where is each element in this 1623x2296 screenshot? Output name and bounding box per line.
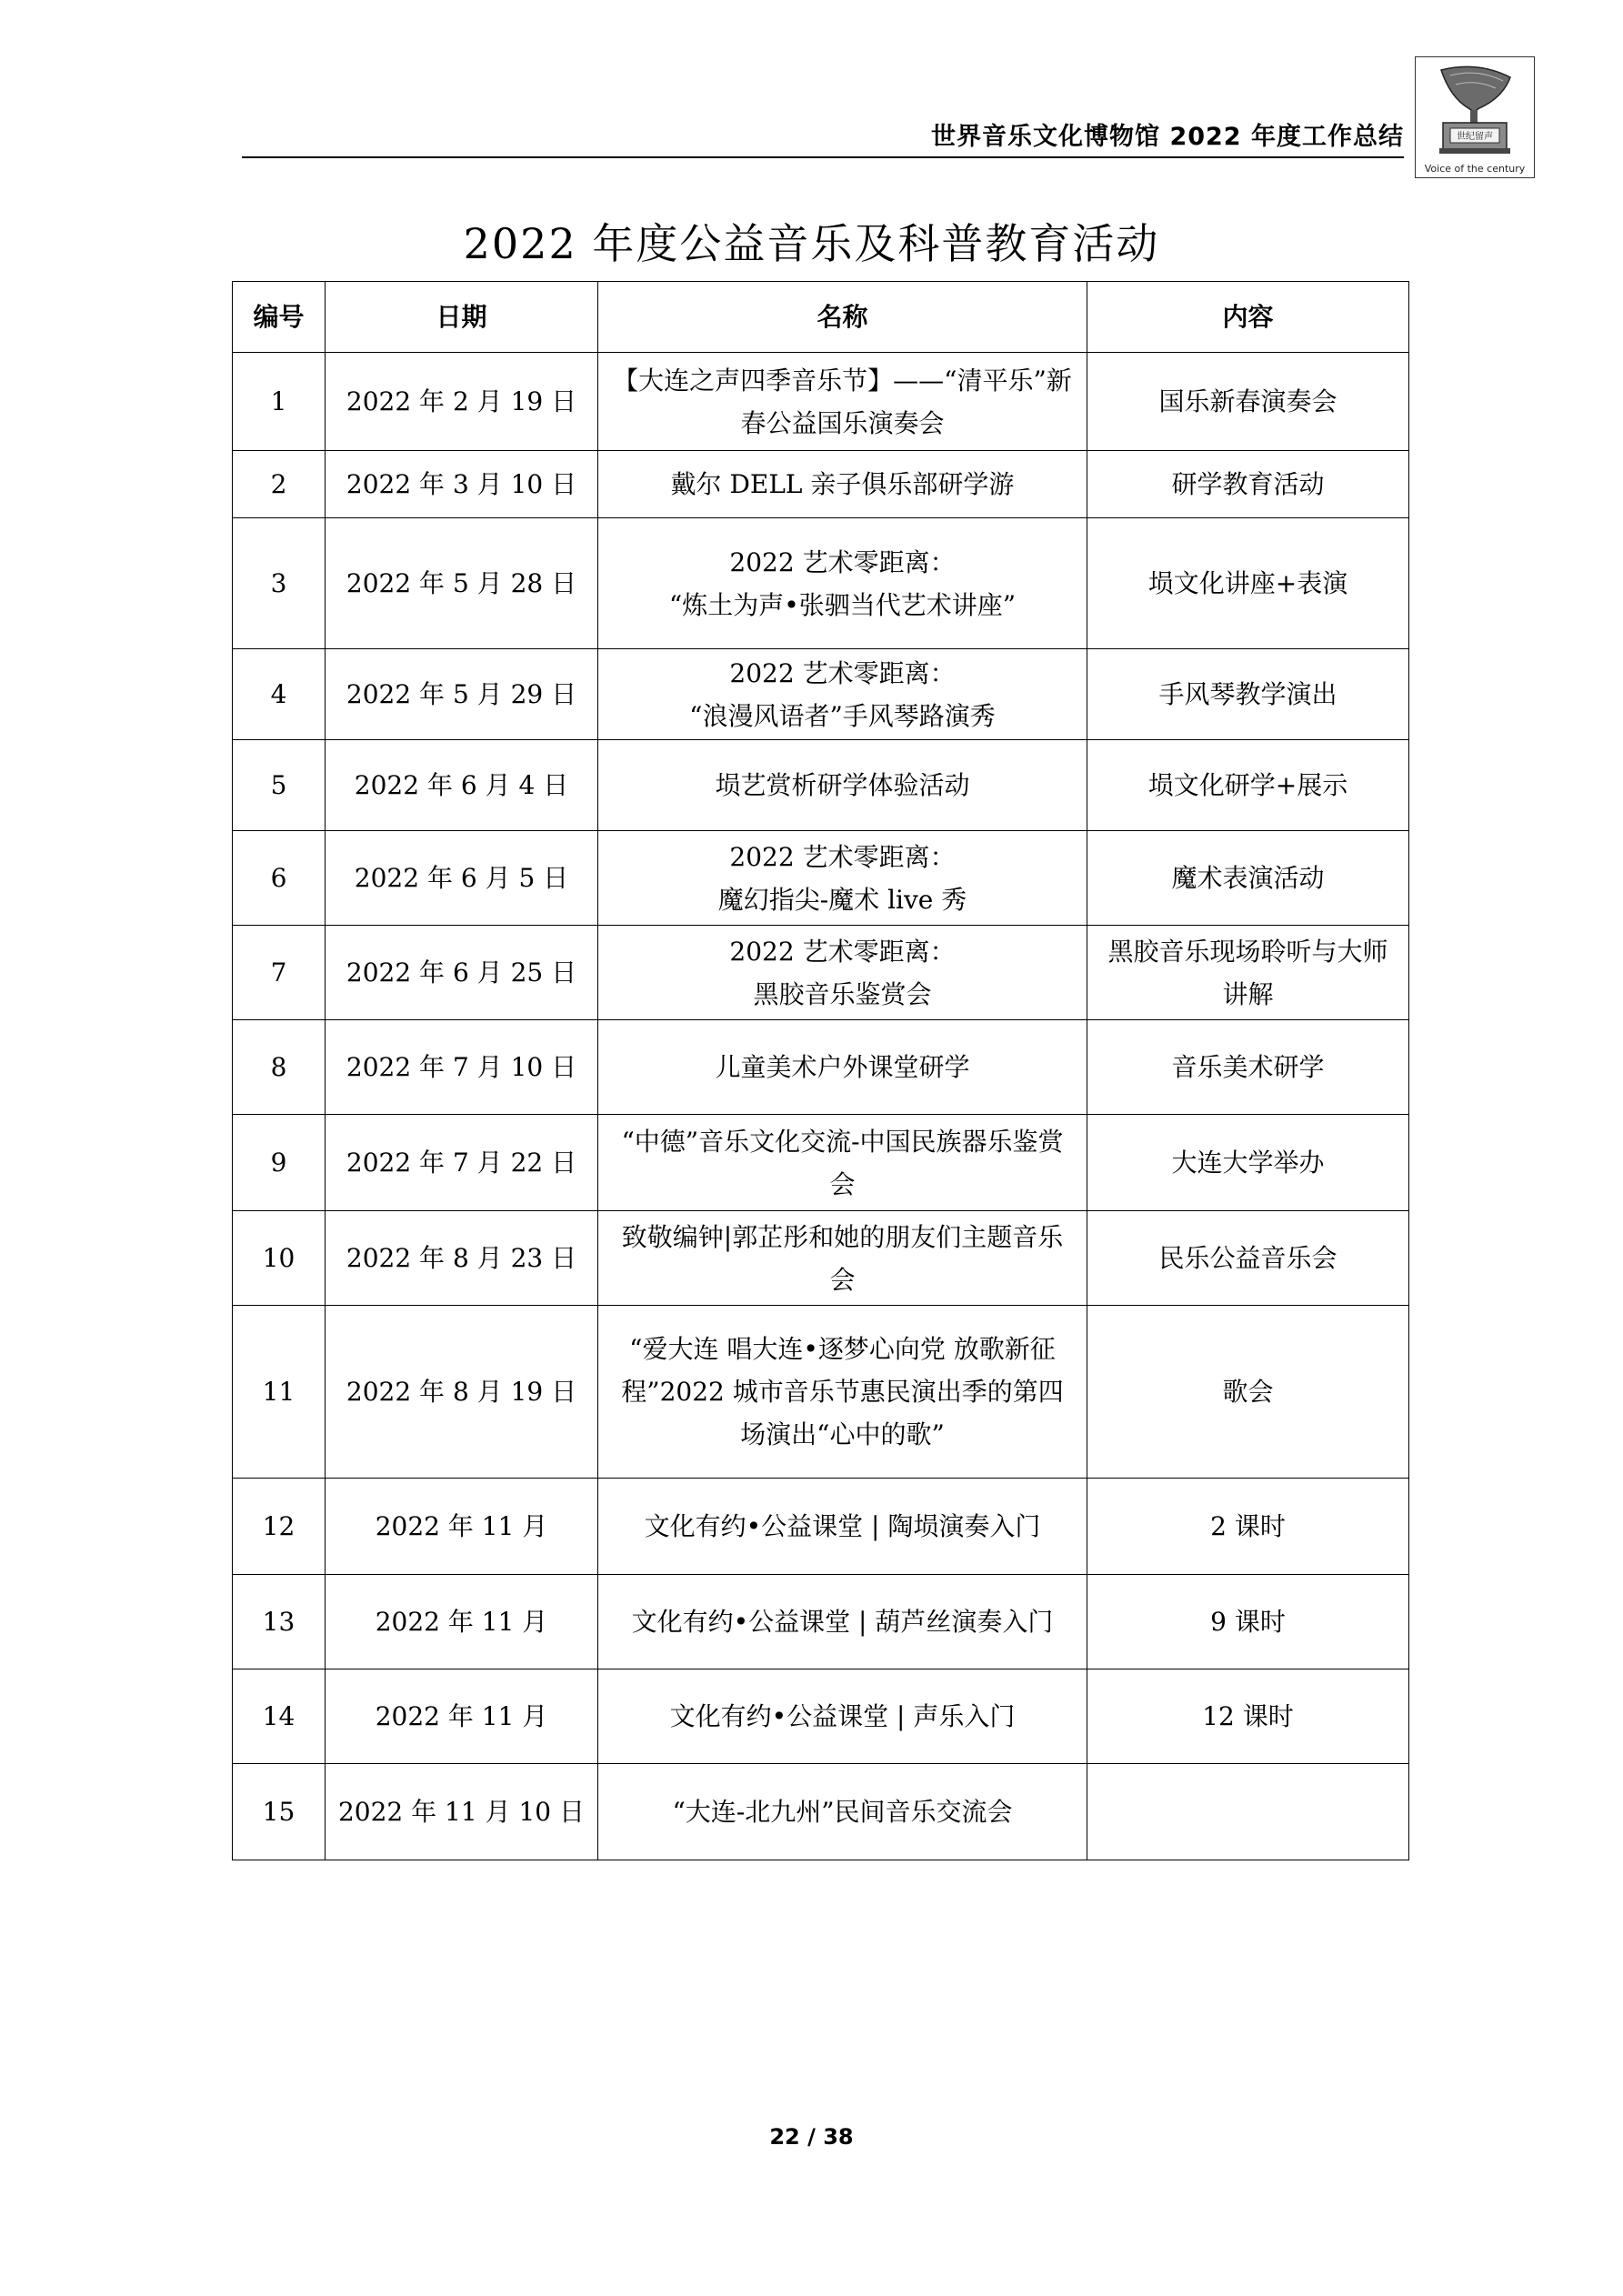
table-row [233, 1575, 1409, 1669]
cell-number: 4 [233, 649, 326, 740]
cell-date: 2022 年 7 月 22 日 [326, 1115, 598, 1211]
cell-number: 13 [233, 1575, 326, 1669]
cell-content: 9 课时 [1087, 1575, 1409, 1669]
cell-content: 黑胶音乐现场聆听与大师讲解 [1087, 926, 1409, 1020]
table-row [233, 831, 1409, 926]
document-title: 2022 年度公益音乐及科普教育活动 [463, 219, 1160, 268]
table-row [233, 926, 1409, 1020]
cell-content: 国乐新春演奏会 [1087, 353, 1409, 451]
cell-number: 5 [233, 740, 326, 831]
cell-name: 致敬编钟|郭芷彤和她的朋友们主题音乐会 [598, 1211, 1087, 1306]
cell-number: 11 [233, 1306, 326, 1479]
cell-name: 戴尔 DELL 亲子俱乐部研学游 [598, 451, 1087, 518]
cell-content: 研学教育活动 [1087, 451, 1409, 518]
activities-table [232, 281, 1409, 1860]
table-row [233, 1115, 1409, 1211]
table-row [233, 518, 1409, 649]
cell-date: 2022 年 3 月 10 日 [326, 451, 598, 518]
cell-number: 15 [233, 1764, 326, 1860]
cell-date: 2022 年 5 月 28 日 [326, 518, 598, 649]
cell-date: 2022 年 8 月 19 日 [326, 1306, 598, 1479]
cell-content: 音乐美术研学 [1087, 1020, 1409, 1115]
table-row [233, 451, 1409, 518]
cell-date: 2022 年 5 月 29 日 [326, 649, 598, 740]
cell-name: 2022 艺术零距离： 黑胶音乐鉴赏会 [598, 926, 1087, 1020]
cell-date: 2022 年 11 月 [326, 1479, 598, 1575]
cell-content: 手风琴教学演出 [1087, 649, 1409, 740]
table-row [233, 740, 1409, 831]
gramophone-icon [1423, 61, 1527, 157]
cell-date: 2022 年 6 月 4 日 [326, 740, 598, 831]
column-header-number: 编号 [233, 282, 326, 353]
cell-content: 12 课时 [1087, 1669, 1409, 1764]
cell-date: 2022 年 11 月 10 日 [326, 1764, 598, 1860]
table-row [233, 1764, 1409, 1860]
cell-number: 2 [233, 451, 326, 518]
cell-number: 3 [233, 518, 326, 649]
cell-name: 2022 艺术零距离： “炼土为声•张驷当代艺术讲座” [598, 518, 1087, 649]
cell-name: 文化有约•公益课堂 | 葫芦丝演奏入门 [598, 1575, 1087, 1669]
cell-date: 2022 年 6 月 5 日 [326, 831, 598, 926]
cell-number: 12 [233, 1479, 326, 1575]
cell-name: 文化有约•公益课堂 | 声乐入门 [598, 1669, 1087, 1764]
table-row [233, 1669, 1409, 1764]
table-row [233, 1020, 1409, 1115]
column-header-name: 名称 [598, 282, 1087, 353]
cell-name: 儿童美术户外课堂研学 [598, 1020, 1087, 1115]
cell-number: 6 [233, 831, 326, 926]
table-row [233, 649, 1409, 740]
cell-date: 2022 年 8 月 23 日 [326, 1211, 598, 1306]
cell-content: 魔术表演活动 [1087, 831, 1409, 926]
cell-date: 2022 年 11 月 [326, 1575, 598, 1669]
cell-content: 埙文化研学+展示 [1087, 740, 1409, 831]
table-row [233, 1479, 1409, 1575]
cell-name: 2022 艺术零距离： 魔幻指尖-魔术 live 秀 [598, 831, 1087, 926]
cell-date: 2022 年 2 月 19 日 [326, 353, 598, 451]
cell-number: 8 [233, 1020, 326, 1115]
table-row [233, 1306, 1409, 1479]
table-header-row [233, 282, 1409, 353]
cell-content: 歌会 [1087, 1306, 1409, 1479]
cell-name: 文化有约•公益课堂 | 陶埙演奏入门 [598, 1479, 1087, 1575]
cell-date: 2022 年 11 月 [326, 1669, 598, 1764]
cell-content: 大连大学举办 [1087, 1115, 1409, 1211]
page-header [242, 64, 1404, 158]
cell-number: 10 [233, 1211, 326, 1306]
logo-text: 世纪留声 [1457, 132, 1493, 142]
table-body [233, 353, 1409, 1860]
page-number: 22 / 38 [769, 2124, 854, 2150]
running-title: 世界音乐文化博物馆 2022 年度工作总结 [931, 123, 1404, 151]
table-row [233, 353, 1409, 451]
cell-number: 7 [233, 926, 326, 1020]
cell-name: “中德”音乐文化交流-中国民族器乐鉴赏会 [598, 1115, 1087, 1211]
museum-logo [1415, 56, 1535, 178]
cell-content: 2 课时 [1087, 1479, 1409, 1575]
header-rule [242, 156, 1404, 158]
column-header-date: 日期 [326, 282, 598, 353]
cell-name: “大连-北九州”民间音乐交流会 [598, 1764, 1087, 1860]
cell-content: 埙文化讲座+表演 [1087, 518, 1409, 649]
cell-name: 【大连之声四季音乐节】——“清平乐”新春公益国乐演奏会 [598, 353, 1087, 451]
cell-number: 14 [233, 1669, 326, 1764]
cell-number: 1 [233, 353, 326, 451]
cell-date: 2022 年 6 月 25 日 [326, 926, 598, 1020]
cell-name: 埙艺赏析研学体验活动 [598, 740, 1087, 831]
cell-name: 2022 艺术零距离： “浪漫风语者”手风琴路演秀 [598, 649, 1087, 740]
cell-content: 民乐公益音乐会 [1087, 1211, 1409, 1306]
cell-content [1087, 1764, 1409, 1860]
cell-number: 9 [233, 1115, 326, 1211]
logo-caption: Voice of the century [1424, 163, 1526, 175]
table-row [233, 1211, 1409, 1306]
cell-name: “爱大连 唱大连•逐梦心向党 放歌新征程”2022 城市音乐节惠民演出季的第四场演出“心中的歌” [598, 1306, 1087, 1479]
cell-date: 2022 年 7 月 10 日 [326, 1020, 598, 1115]
column-header-content: 内容 [1087, 282, 1409, 353]
